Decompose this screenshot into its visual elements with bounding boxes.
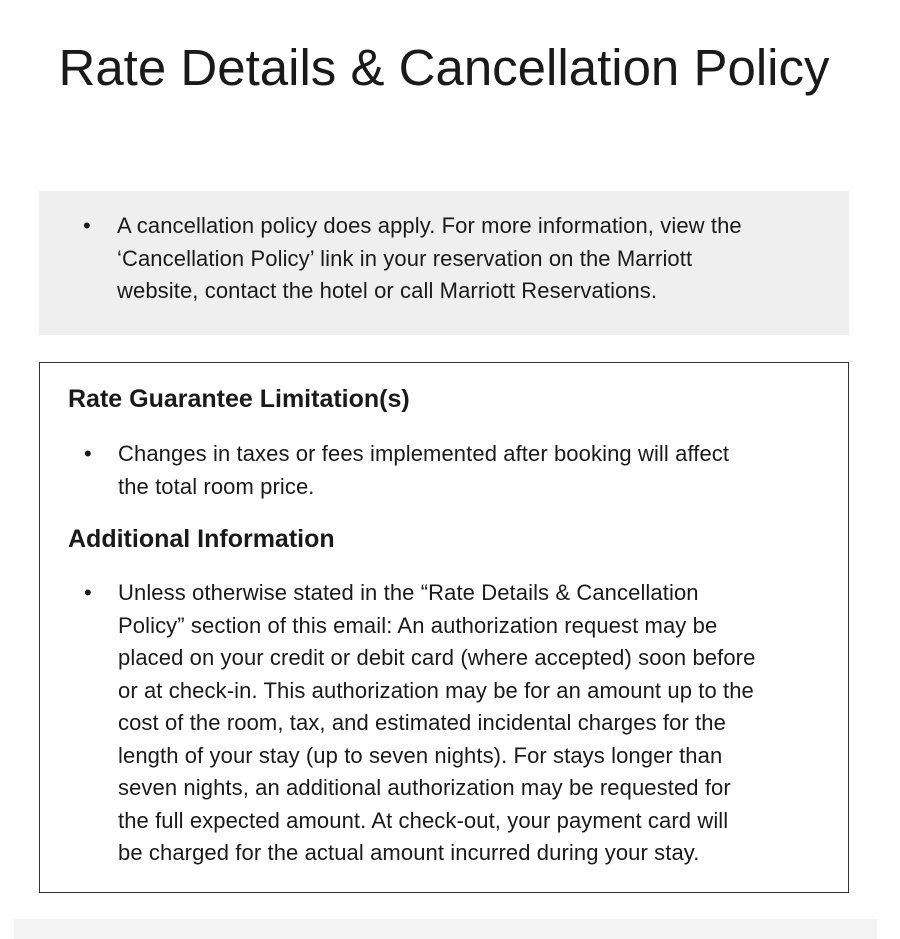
text-line: the full expected amount. At check-out, your payment card will [118,807,729,833]
text-line: website, contact the hotel or call Marriott Reservations. [117,278,658,303]
page-title [0,36,888,100]
text-line: Policy” section of this email: An authorization request may be [118,612,718,638]
rate-guarantee-heading: Rate Guarantee Limitation(s) [68,385,410,413]
text-line: or at check-in. This authorization may be for an amount up to the [118,677,754,703]
bullet-marker: • [84,441,92,466]
footer-divider [14,919,877,939]
cancellation-notice-box [39,191,849,335]
additional-information-heading: Additional Information [68,525,335,553]
bullet-marker: • [83,213,91,238]
bullet-marker: • [84,580,92,605]
text-line: Changes in taxes or fees implemented after booking will affect [118,441,730,466]
rate-guarantee-text [118,438,729,503]
text-line: cost of the room, tax, and estimated incidental charges for the [118,710,726,735]
text-line: the total room price. [118,473,315,499]
text-line: be charged for the actual amount incurred during your stay. [118,840,700,865]
text-line: A cancellation policy does apply. For more information, view the [117,213,742,238]
cancellation-notice-text [117,210,742,308]
text-line: Unless otherwise stated in the “Rate Details & Cancellation [118,580,699,605]
additional-information-text [118,577,755,870]
text-line: seven nights, an additional authorization may be requested for [118,775,731,800]
page-title-text: Rate Details & Cancellation Policy [58,39,830,96]
text-line: placed on your credit or debit card (where accepted) soon before [118,645,756,670]
text-line: ‘Cancellation Policy’ link in your reservation on the Marriott [117,245,693,271]
rate-details-box [39,362,849,893]
text-line: length of your stay (up to seven nights). For stays longer than [118,742,723,768]
